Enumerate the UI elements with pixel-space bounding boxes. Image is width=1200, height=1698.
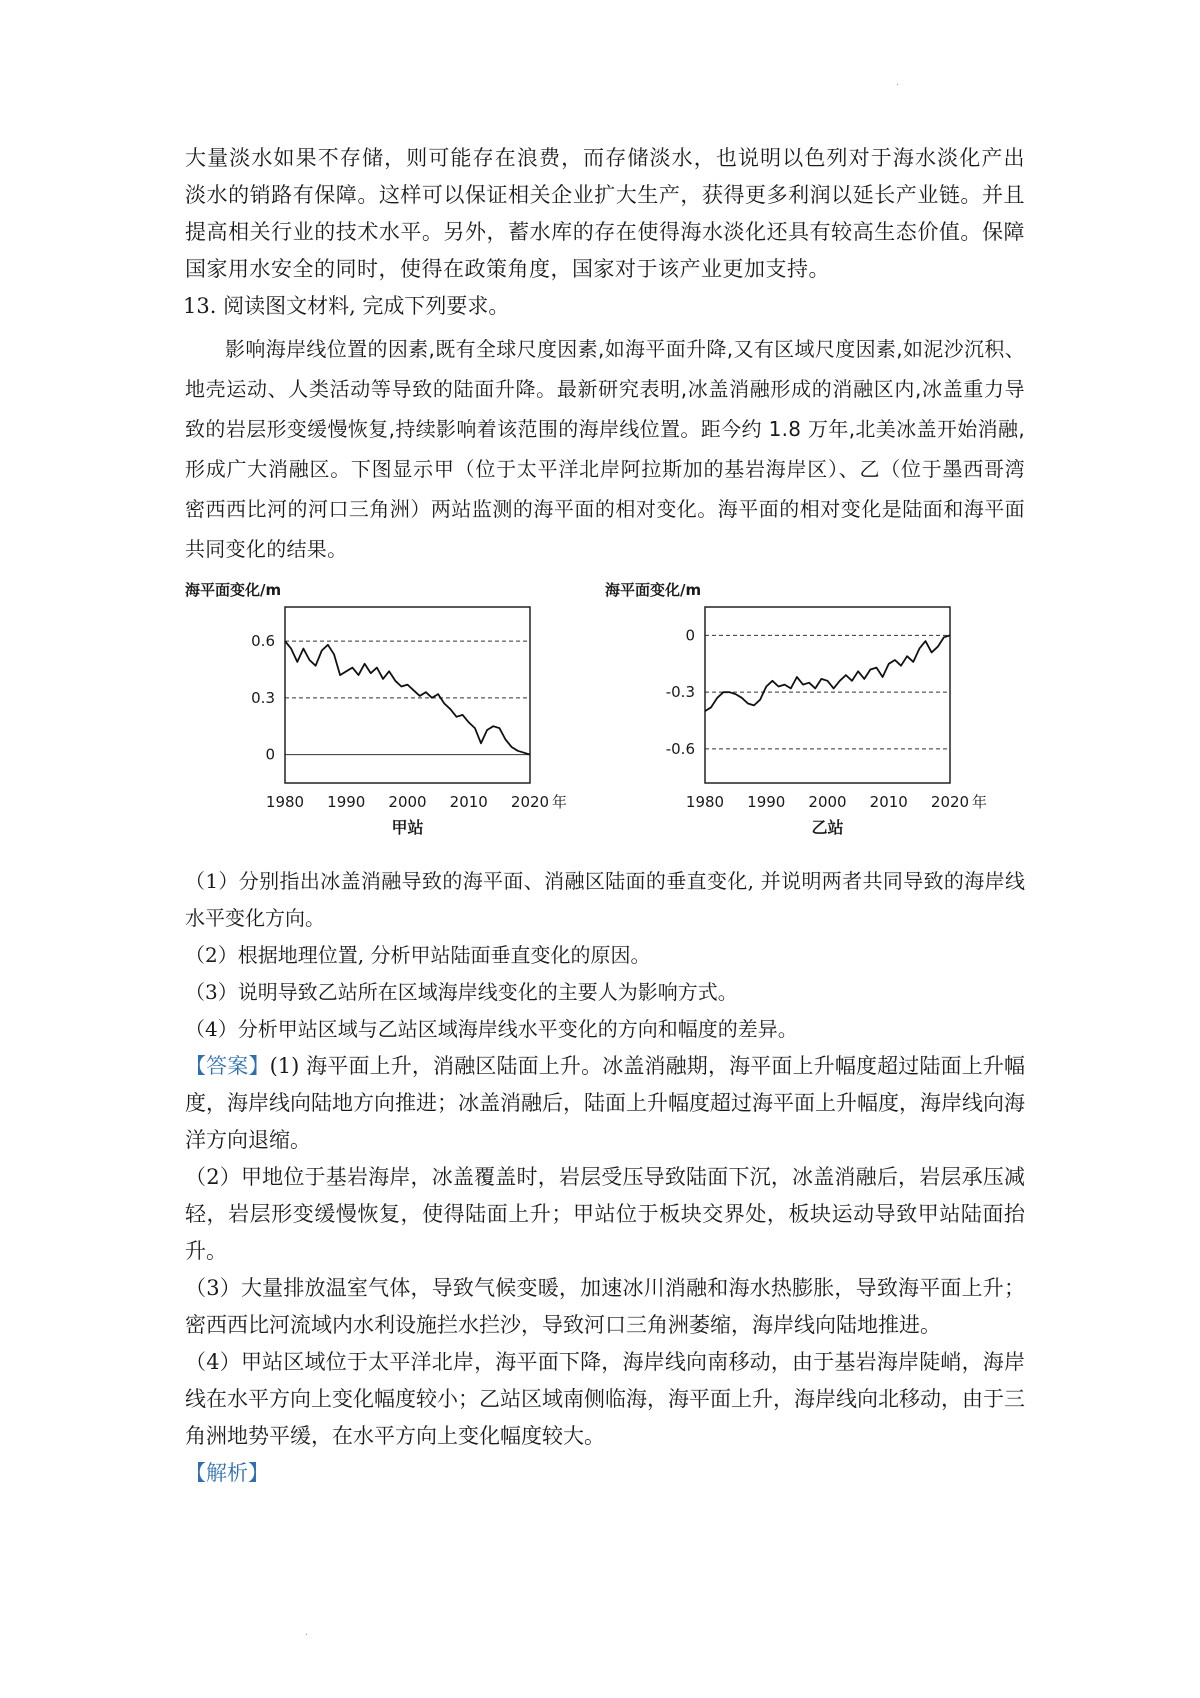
question-header: 13. 阅读图文材料, 完成下列要求。 xyxy=(183,294,510,318)
material-body: 影响海岸线位置的因素,既有全球尺度因素,如海平面升降,又有区域尺度因素,如泥沙沉积、地壳运动、人类活动等导致的陆面升降。最新研究表明,冰盖消融形成的消融区内,冰盖重力导致的岩层形变缓慢恢复,持续影响着该范围的海岸线位置。距今约 1.8 万年,北美冰盖开始消融,形成广大消融区。下图显示甲（位于太平洋北岸阿拉斯加的基岩海岸区）、乙（位于墨西哥湾密西西比河的河口三角洲）两站监测的海平面的相对变化。海平面的相对变化是陆面和海平面共同变化的结果。 xyxy=(185,337,1025,561)
analysis-label-text: 【解析】 xyxy=(185,1461,269,1485)
yi-plot-frame xyxy=(705,607,950,783)
jia-y-axis-label: 海平面变化/m xyxy=(185,581,282,599)
answer-label: 【答案】 xyxy=(185,1054,270,1078)
yi-x-tick-4: 2020 xyxy=(930,793,970,811)
yi-x-tick-2: 2000 xyxy=(808,793,847,811)
jia-y-tick-2: 0 xyxy=(265,745,275,764)
answer-part-2: （2）甲地位于基岩海岸，冰盖覆盖时，岩层受压导致陆面下沉，冰盖消融后，岩层承压减轻，岩层形变缓慢恢复，使得陆面上升；甲站位于板块交界处，板块运动导致甲站陆面抬升。 xyxy=(185,1165,1025,1263)
yi-x-tick-1: 1990 xyxy=(747,793,786,811)
question-item-3: （3）说明导致乙站所在区域海岸线变化的主要人为影响方式。 xyxy=(185,980,738,1004)
jia-x-tick-0: 1980 xyxy=(265,793,305,811)
jia-x-tick-4: 2020 xyxy=(510,793,550,811)
jia-y-tick-1: 0.3 xyxy=(251,688,275,707)
yi-y-axis-label: 海平面变化/m xyxy=(605,581,702,599)
jia-plot-frame xyxy=(285,607,530,783)
question-item-1: （1）分别指出冰盖消融导致的海平面、消融区陆面的垂直变化, 并说明两者共同导致的海岸线水平变化方向。 xyxy=(185,869,1025,930)
jia-x-tick-2: 2000 xyxy=(388,793,427,811)
yi-series-line xyxy=(705,635,950,711)
chart-jia-svg xyxy=(170,575,590,857)
yi-x-tick-3: 2010 xyxy=(869,793,908,811)
document-body xyxy=(185,140,1025,1492)
yi-y-tick-2: -0.6 xyxy=(665,739,695,758)
question-item-4: （4）分析甲站区域与乙站区域海岸线水平变化的方向和幅度的差异。 xyxy=(185,1017,798,1041)
answer-part-3: （3）大量排放温室气体，导致气候变暖，加速冰川消融和海水热膨胀，导致海平面上升；密西西比河流域内水利设施拦水拦沙，导致河口三角洲萎缩，海岸线向陆地推进。 xyxy=(185,1276,1025,1337)
answer-section xyxy=(185,1048,1025,1492)
jia-x-tick-1: 1990 xyxy=(327,793,366,811)
charts-area xyxy=(185,575,1025,857)
answer-part-1-text: (1) 海平面上升，消融区陆面上升。冰盖消融期，海平面上升幅度超过陆面上升幅度，海岸线向陆地方向推进；冰盖消融后，陆面上升幅度超过海平面上升幅度，海岸线向海洋方向退缩。 xyxy=(185,1054,1026,1152)
material-text xyxy=(185,329,1025,569)
yi-x-axis-label: 年 xyxy=(972,793,988,811)
scan-dot-bottom: · xyxy=(305,1630,309,1641)
jia-y-tick-0: 0.6 xyxy=(251,632,275,651)
analysis-label xyxy=(185,1455,1025,1492)
yi-station-title: 乙站 xyxy=(811,818,844,837)
jia-x-axis-label: 年 xyxy=(552,793,568,811)
yi-y-tick-1: -0.3 xyxy=(665,683,695,702)
answer-part-1 xyxy=(185,1048,1025,1159)
intro-paragraph: 大量淡水如果不存储，则可能存在浪费，而存储淡水，也说明以色列对于海水淡化产出 淡水的销路有保障。这样可以保证相关企业扩大生产，获得更多利润以延长产业链。并且提高相关行业的技术水平。另外，蓄水库的存在使得海水淡化还具有较高生态价值。保障国家用水安全的同时，使得在政策角度，国家对于该产业更加支持。 xyxy=(185,146,1025,281)
yi-y-tick-0: 0 xyxy=(685,626,695,645)
chart-yi-svg xyxy=(590,575,1010,857)
jia-x-tick-3: 2010 xyxy=(449,793,488,811)
chart-jia xyxy=(170,575,590,857)
question-item-2: （2）根据地理位置, 分析甲站陆面垂直变化的原因。 xyxy=(185,943,651,967)
scan-dot: · xyxy=(896,80,900,91)
jia-station-title: 甲站 xyxy=(391,818,424,837)
chart-yi xyxy=(590,575,1010,857)
answer-part-4: （4）甲站区域位于太平洋北岸，海平面下降，海岸线向南移动，由于基岩海岸陡峭，海岸线在水平方向上变化幅度较小；乙站区域南侧临海，海平面上升，海岸线向北移动，由于三角洲地势平缓，在水平方向上变化幅度较大。 xyxy=(185,1350,1025,1448)
question-list xyxy=(185,863,1025,1048)
yi-x-tick-0: 1980 xyxy=(685,793,725,811)
